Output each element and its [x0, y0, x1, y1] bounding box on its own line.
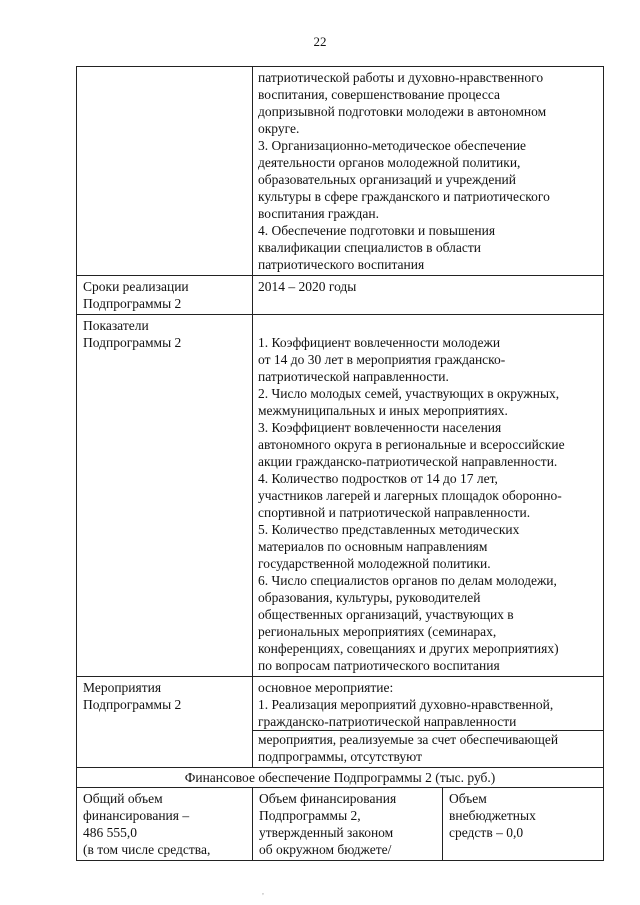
text-line: (в том числе средства, — [83, 842, 211, 857]
terms-value-text: 2014 – 2020 годы — [258, 279, 357, 294]
indicators-spacer — [258, 317, 598, 334]
activities-main — [258, 679, 598, 730]
text-line: 5. Количество представленных методических — [258, 522, 520, 537]
subprogram-passport-table — [76, 66, 604, 861]
financing-extrabudgetary — [443, 788, 603, 860]
text-line: межмуниципальных и иных мероприятиях. — [258, 403, 508, 418]
text-line: подпрограммы, отсутствуют — [258, 749, 422, 764]
activities-secondary — [253, 730, 603, 765]
text-line: квалификации специалистов в области — [258, 240, 482, 255]
text-line: мероприятия, реализуемые за счет обеспечивающей — [258, 732, 559, 747]
text-line: Мероприятия — [83, 680, 162, 695]
terms-label — [77, 276, 253, 314]
text-line: образовательных организаций и учреждений — [258, 172, 517, 187]
text-line: от 14 до 30 лет в мероприятия гражданско- — [258, 352, 506, 367]
text-line: 4. Количество подростков от 14 до 17 лет, — [258, 471, 498, 486]
text-line: 1. Реализация мероприятий духовно-нравственной, — [258, 697, 554, 712]
indicators-row — [77, 314, 603, 676]
text-line: спортивной и патриотической направленности. — [258, 505, 531, 520]
text-line: воспитания, совершенствование процесса — [258, 87, 501, 102]
text-line: основное мероприятие: — [258, 680, 394, 695]
text-line: 3. Коэффициент вовлеченности населения — [258, 420, 502, 435]
text-line: средств – 0,0 — [449, 825, 524, 840]
text-line: культуры в сфере гражданского и патриотического — [258, 189, 550, 204]
text-line: региональных мероприятиях (семинарах, — [258, 624, 497, 639]
text-line: Объем финансирования — [259, 791, 397, 806]
text-line: округе. — [258, 121, 300, 136]
text-line: допризывной подготовки молодежи в автономном — [258, 104, 547, 119]
activities-label — [77, 677, 253, 767]
text-line: образования, культуры, руководителей — [258, 590, 481, 605]
text-line: 486 555,0 — [83, 825, 137, 840]
text-line: финансирования – — [83, 808, 190, 823]
text-line: общественных организаций, участвующих в — [258, 607, 514, 622]
activities-content — [253, 677, 603, 767]
financing-approved — [253, 788, 443, 860]
text-line: Объем — [449, 791, 487, 806]
extrabudgetary-lines — [449, 790, 597, 841]
text-line: патриотической направленности. — [258, 369, 449, 384]
financing-header: Финансовое обеспечение Подпрограммы 2 (тыс. руб.) — [77, 767, 603, 787]
text-line: деятельности органов молодежной политики, — [258, 155, 521, 170]
text-line: участников лагерей и лагерных площадок оборонно- — [258, 488, 562, 503]
text-line: гражданско-патриотической направленности — [258, 714, 517, 729]
goals-label-cell — [77, 67, 253, 275]
text-line: 1. Коэффициент вовлеченности молодежи — [258, 335, 501, 350]
page-number: 22 — [313, 34, 327, 49]
text-line: Подпрограммы 2, — [259, 808, 361, 823]
text-line: об окружном бюджете/ — [259, 842, 392, 857]
text-line: внебюджетных — [449, 808, 536, 823]
footer-mark: , — [262, 887, 264, 896]
text-line: Подпрограммы 2 — [83, 335, 182, 350]
goals-continuation-row — [77, 67, 603, 275]
financing-row — [77, 787, 603, 860]
text-line: утвержденный законом — [259, 825, 394, 840]
indicators-list — [253, 315, 603, 676]
text-line: акции гражданско-патриотической направленности. — [258, 454, 558, 469]
text-line: Подпрограммы 2 — [83, 296, 182, 311]
financing-total — [77, 788, 253, 860]
text-line: Показатели — [83, 318, 149, 333]
text-line: патриотической работы и духовно-нравственного — [258, 70, 544, 85]
text-line: 3. Организационно-методическое обеспечение — [258, 138, 527, 153]
indicators-label — [77, 315, 253, 676]
indicators-lines — [258, 334, 598, 674]
text-line: материалов по основным направлениям — [258, 539, 488, 554]
text-line: по вопросам патриотического воспитания — [258, 658, 500, 673]
text-line: Сроки реализации — [83, 279, 189, 294]
text-line: конференциях, совещаниях и других мероприятиях) — [258, 641, 559, 656]
text-line: государственной молодежной политики. — [258, 556, 491, 571]
text-line: патриотического воспитания — [258, 257, 425, 272]
text-line: Подпрограммы 2 — [83, 697, 182, 712]
activities-row — [77, 676, 603, 767]
text-line: 2. Число молодых семей, участвующих в окружных, — [258, 386, 560, 401]
terms-value — [253, 276, 603, 314]
text-line: 6. Число специалистов органов по делам молодежи, — [258, 573, 557, 588]
text-line: автономного округа в региональные и всероссийские — [258, 437, 565, 452]
goals-continuation-cell — [253, 67, 603, 275]
text-line: 4. Обеспечение подготовки и повышения — [258, 223, 496, 238]
text-line: воспитания граждан. — [258, 206, 379, 221]
terms-row — [77, 275, 603, 314]
text-line: Общий объем — [83, 791, 163, 806]
